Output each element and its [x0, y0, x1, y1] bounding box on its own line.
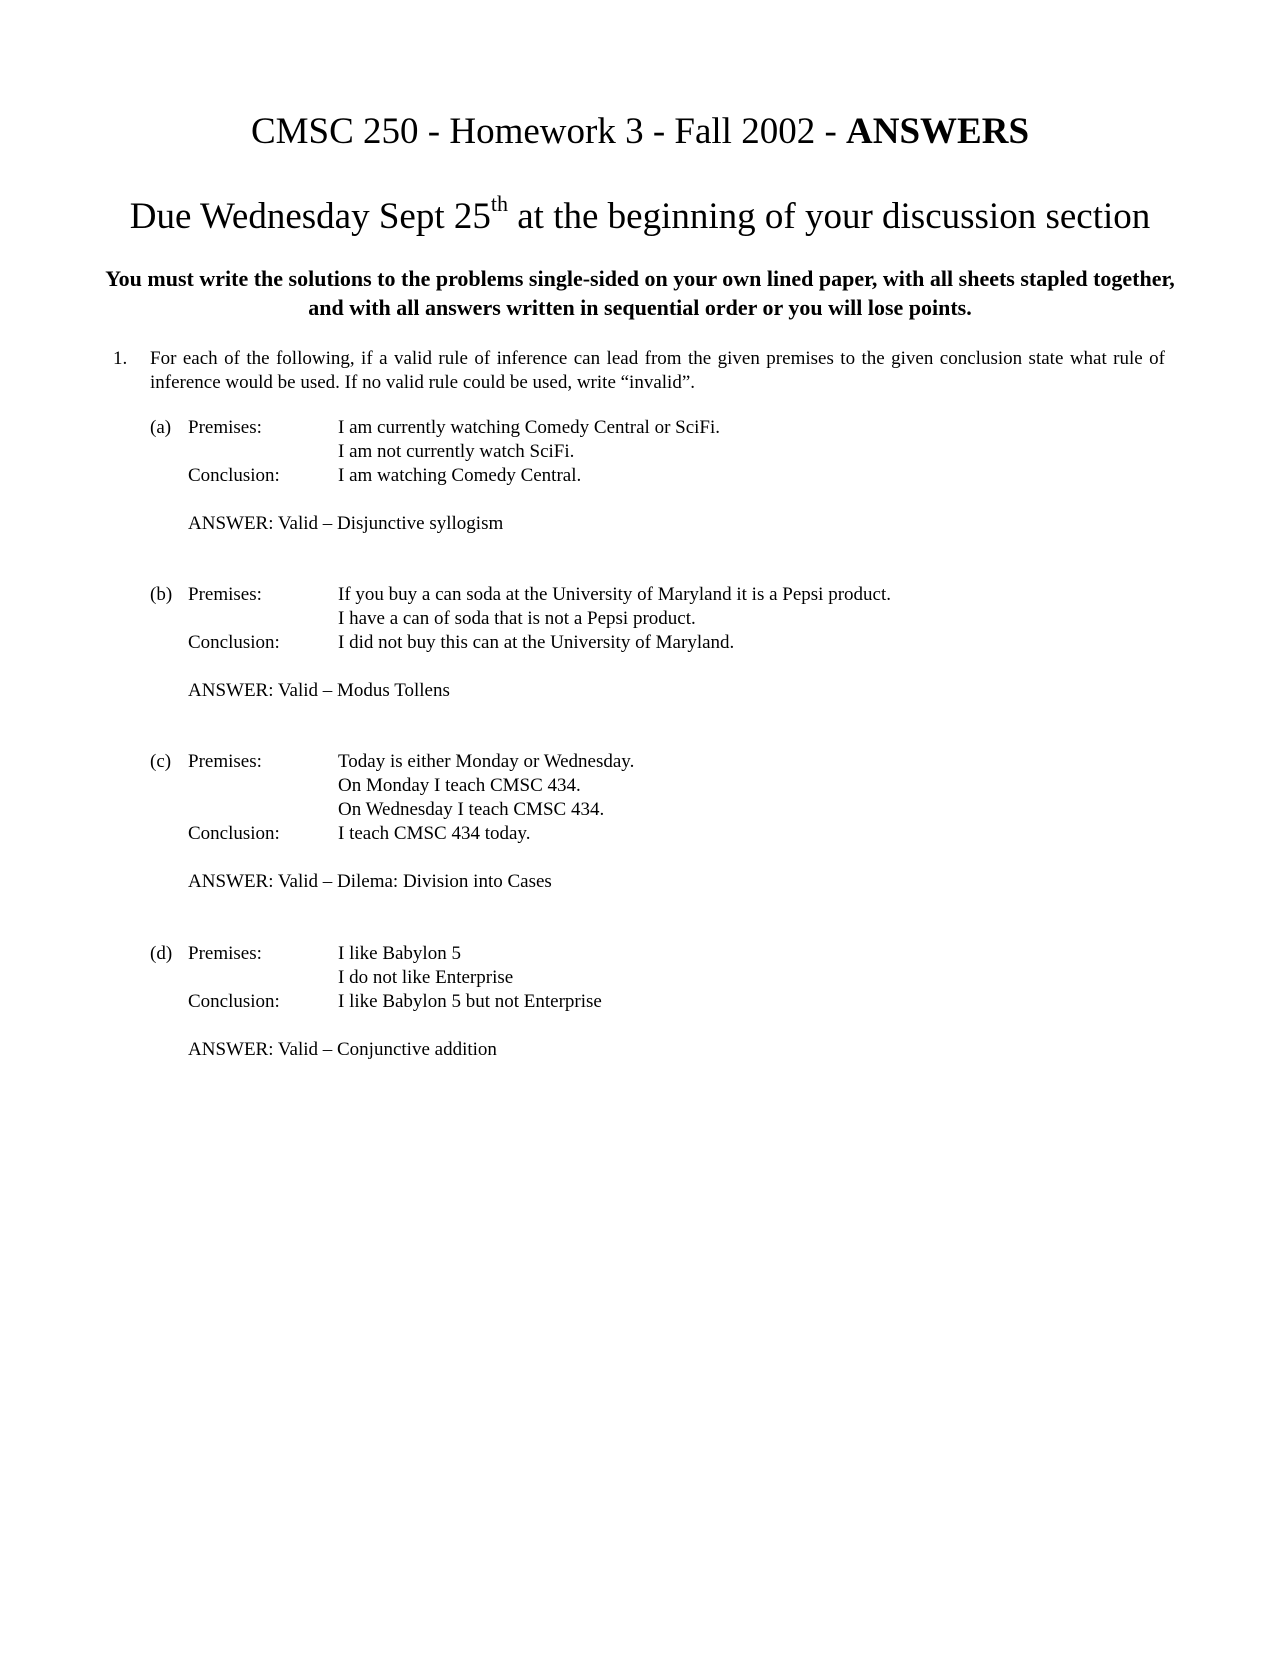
- premises-label-c: Premises:: [188, 751, 262, 772]
- answer-a: ANSWER: Valid – Disjunctive syllogism: [188, 513, 504, 534]
- premise-a-2: I am not currently watch SciFi.: [338, 441, 575, 462]
- premises-label-a: Premises:: [188, 417, 262, 438]
- conclusion-d: I like Babylon 5 but not Enterprise: [338, 991, 602, 1012]
- answer-d: ANSWER: Valid – Conjunctive addition: [188, 1039, 497, 1060]
- conclusion-label-a: Conclusion:: [188, 465, 280, 486]
- title-main: CMSC 250 - Homework 3 - Fall 2002 -: [250, 111, 847, 152]
- premise-a-1: I am currently watching Comedy Central or SciFi.: [338, 417, 721, 438]
- conclusion-c: I teach CMSC 434 today.: [338, 823, 531, 844]
- due-date-line: [0, 193, 1280, 241]
- answer-c: ANSWER: Valid – Dilema: Division into Cases: [188, 871, 552, 892]
- premises-label-b: Premises:: [188, 584, 262, 605]
- due-superscript: th: [490, 191, 508, 216]
- title-answers: ANSWERS: [846, 111, 1030, 152]
- part-label-d: (d): [150, 943, 173, 964]
- conclusion-a: I am watching Comedy Central.: [338, 465, 582, 486]
- conclusion-label-c: Conclusion:: [188, 823, 280, 844]
- answer-b: ANSWER: Valid – Modus Tollens: [188, 680, 450, 701]
- premise-d-1: I like Babylon 5: [338, 943, 461, 964]
- premise-b-1: If you buy a can soda at the University of Maryland it is a Pepsi product.: [338, 584, 891, 605]
- conclusion-label-d: Conclusion:: [188, 991, 280, 1012]
- premise-c-2: On Monday I teach CMSC 434.: [338, 775, 581, 796]
- part-label-a: (a): [150, 417, 172, 438]
- premises-label-d: Premises:: [188, 943, 262, 964]
- premise-c-3: On Wednesday I teach CMSC 434.: [338, 799, 605, 820]
- premise-d-2: I do not like Enterprise: [338, 967, 514, 988]
- submission-notice: You must write the solutions to the problems single-sided on your own lined paper, with all sheets stapled together, and with all answers written in sequential order or you will lose points.: [105, 266, 1175, 320]
- conclusion-label-b: Conclusion:: [188, 632, 280, 653]
- question-number: 1.: [113, 348, 128, 369]
- due-prefix: Due Wednesday Sept 25: [129, 196, 491, 237]
- question-text: For each of the following, if a valid rule of inference can lead from the given premises to the given conclusion state what rule of inference would be used. If no valid rule could be used, write “invalid”.: [150, 348, 1165, 393]
- part-label-b: (b): [150, 584, 173, 605]
- conclusion-b: I did not buy this can at the University of Maryland.: [338, 632, 735, 653]
- premise-b-2: I have a can of soda that is not a Pepsi product.: [338, 608, 696, 629]
- due-suffix: at the beginning of your discussion section: [508, 196, 1151, 237]
- page-title: [0, 108, 1280, 156]
- premise-c-1: Today is either Monday or Wednesday.: [338, 751, 635, 772]
- part-label-c: (c): [150, 751, 172, 772]
